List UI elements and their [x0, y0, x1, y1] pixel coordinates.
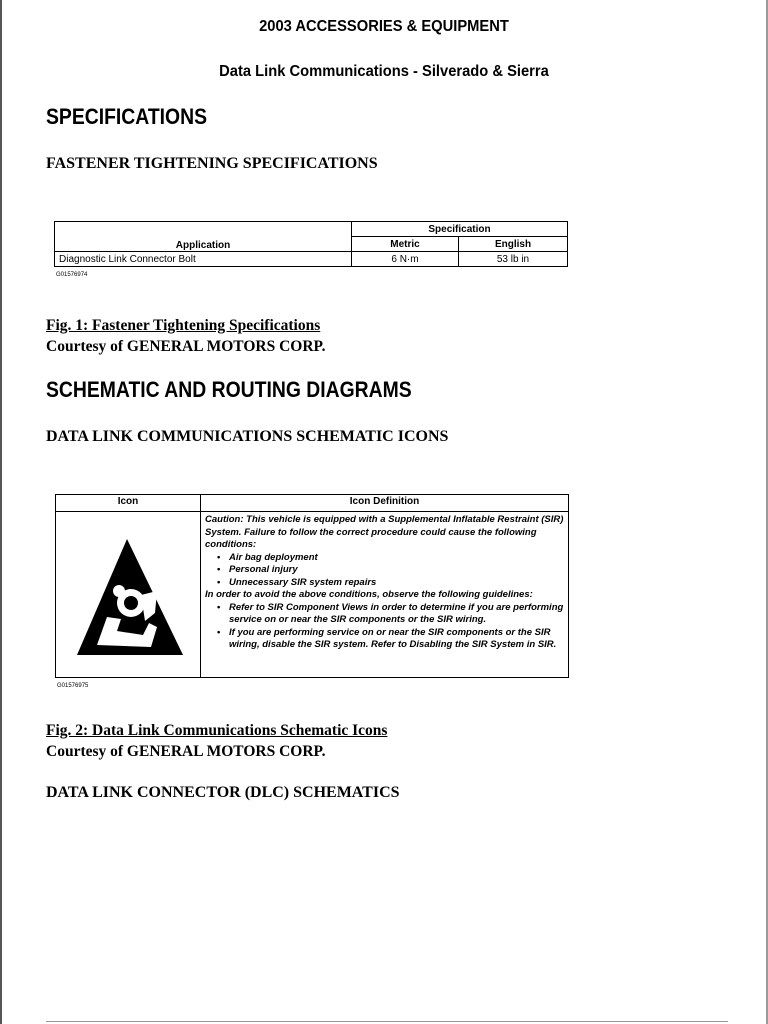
guideline-intro: In order to avoid the above conditions, observe the following guidelines: [205, 589, 533, 600]
document-subtitle: Data Link Communications - Silverado & Sierra [219, 63, 549, 80]
table-row [56, 512, 569, 678]
icons-heading: DATA LINK COMMUNICATIONS SCHEMATIC ICONS [46, 428, 449, 445]
sir-icon-cell [56, 512, 201, 678]
figure-2-title: Fig. 2: Data Link Communications Schematic Icons [46, 722, 388, 739]
schematic-heading: SCHEMATIC AND ROUTING DIAGRAMS [46, 377, 412, 402]
icon-figure [55, 494, 569, 689]
specifications-heading: SPECIFICATIONS [46, 104, 207, 129]
figure-1-courtesy: Courtesy of GENERAL MOTORS CORP. [46, 338, 326, 355]
col-metric: Metric [352, 237, 459, 252]
page-bottom-rule [46, 1021, 728, 1022]
fastener-spec-figure [54, 221, 568, 278]
col-application: Application [55, 222, 352, 252]
list-item: • Unnecessary SIR system repairs [223, 577, 564, 590]
col-icon-definition: Icon Definition [201, 495, 569, 512]
fastener-heading: FASTENER TIGHTENING SPECIFICATIONS [46, 155, 378, 172]
row-metric: 6 N·m [352, 252, 459, 267]
list-item: • Personal injury [223, 564, 564, 577]
conditions-list [205, 552, 564, 590]
figure-id: G01576975 [57, 683, 89, 689]
row-english: 53 lb in [459, 252, 568, 267]
figure-id: G01576974 [56, 272, 88, 278]
page-border-left [0, 0, 2, 1024]
row-application: Diagnostic Link Connector Bolt [55, 252, 352, 267]
dlc-heading: DATA LINK CONNECTOR (DLC) SCHEMATICS [46, 784, 400, 801]
icon-table [55, 494, 569, 678]
table-row [55, 252, 568, 267]
figure-1-caption [46, 315, 325, 357]
col-specification: Specification [352, 222, 568, 237]
figure-1-title: Fig. 1: Fastener Tightening Specifications [46, 317, 321, 334]
caution-text: Caution: This vehicle is equipped with a Supplemental Inflatable Restraint (SIR) System. Failure to follow the correct procedure could cause the following conditions: [205, 514, 564, 550]
figure-2-caption [46, 720, 387, 762]
document-title: 2003 ACCESSORIES & EQUIPMENT [259, 18, 509, 35]
list-item: • Air bag deployment [223, 552, 564, 565]
list-item: • Refer to SIR Component Views in order to determine if you are performing service on or near the SIR components or the SIR wiring. [223, 602, 564, 627]
sir-warning-icon [57, 513, 199, 673]
col-english: English [459, 237, 568, 252]
fastener-spec-table [54, 221, 568, 267]
col-icon: Icon [56, 495, 201, 512]
list-item: • If you are performing service on or near the SIR components or the SIR wiring, disable the SIR system. Refer to Disabling the SIR System in SIR. [223, 627, 564, 652]
guidelines-list [205, 602, 564, 652]
icon-definition [201, 512, 569, 678]
figure-2-courtesy: Courtesy of GENERAL MOTORS CORP. [46, 743, 326, 760]
